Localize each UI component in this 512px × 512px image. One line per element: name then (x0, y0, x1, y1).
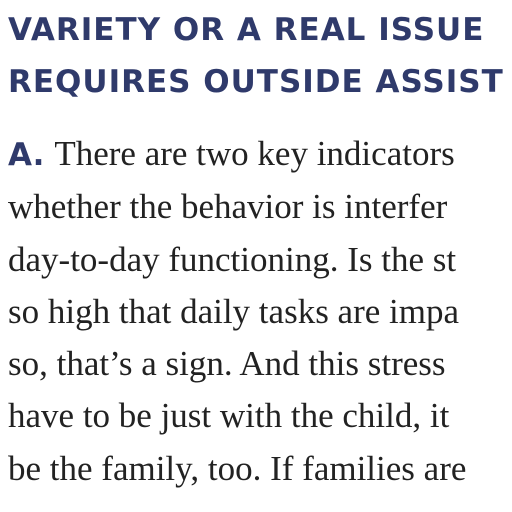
answer-line: so high that daily tasks are impa (8, 291, 460, 331)
answer-line: day-to-day functioning. Is the st (8, 239, 457, 279)
answer-line: have to be just with the child, it (8, 396, 450, 436)
answer-line: be the family, too. If families are (8, 448, 467, 488)
heading-line: VARIETY OR A REAL ISSUE (8, 12, 485, 48)
answer-line: whether the behavior is interfer (8, 187, 448, 227)
section-heading (8, 4, 504, 108)
answer-line (8, 128, 466, 181)
answer-line: so, that’s a sign. And this stress (8, 344, 446, 384)
heading-line: REQUIRES OUTSIDE ASSIST (8, 64, 504, 100)
answer-first-line-text: There are two key indicators (54, 134, 455, 173)
answer-paragraph (8, 128, 466, 495)
answer-label: A. (8, 137, 45, 173)
